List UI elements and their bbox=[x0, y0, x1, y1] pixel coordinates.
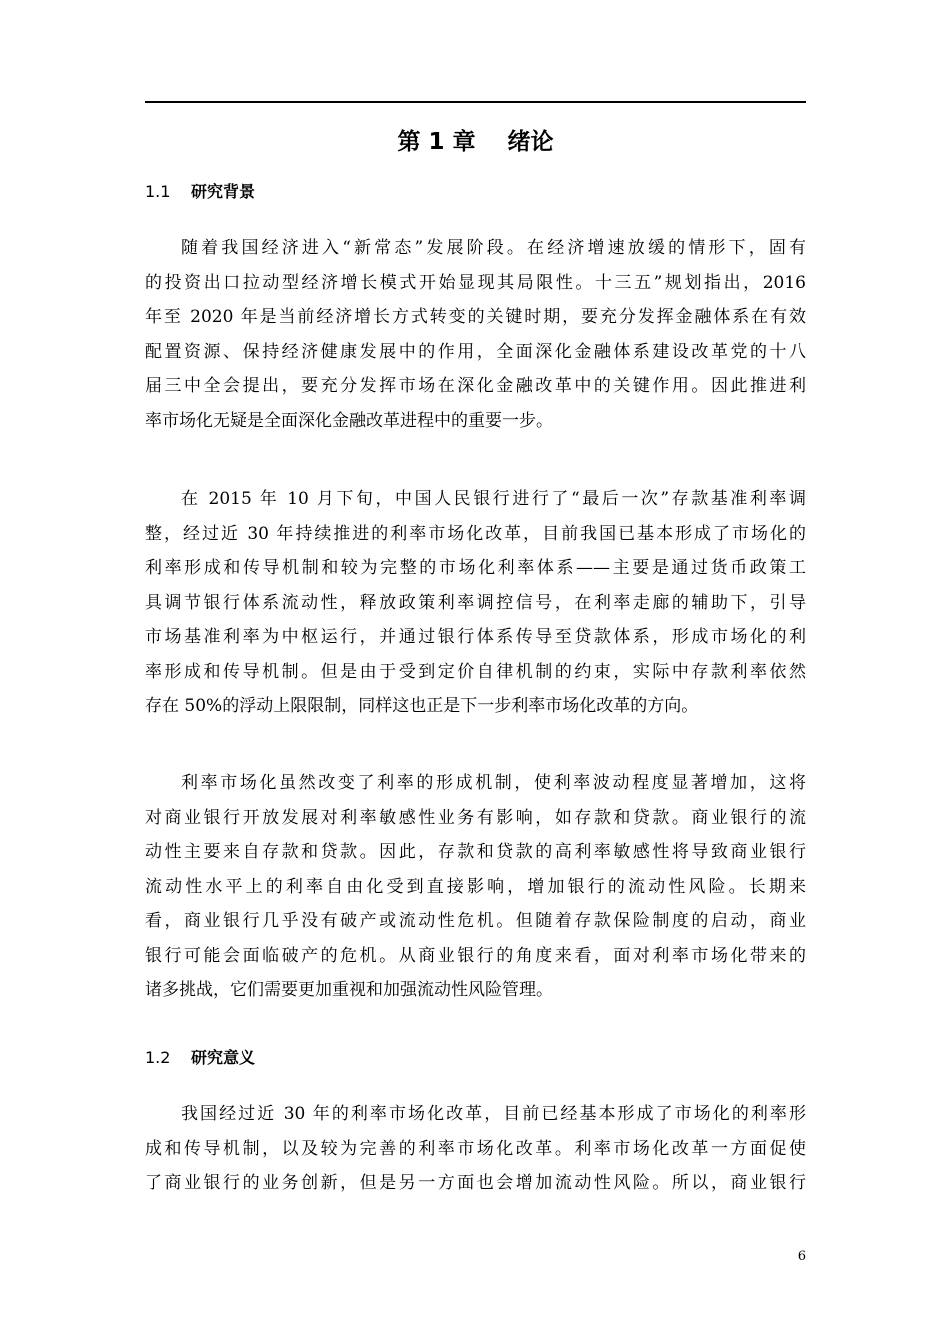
text-line: 利率形成和传导机制和较为完整的市场化利率体系——主要是通过货币政策工 bbox=[145, 558, 806, 578]
text-line: 流动性水平上的利率自由化受到直接影响，增加银行的流动性风险。长期来 bbox=[145, 876, 806, 897]
text-line: 对商业银行开放发展对利率敏感性业务有影响，如存款和贷款。商业银行的流 bbox=[145, 807, 806, 828]
text-line: 看，商业银行几乎没有破产或流动性危机。但随着存款保险制度的启动，商业 bbox=[145, 911, 806, 931]
chapter-title: 第 1 章 绪论 bbox=[397, 129, 554, 155]
text-line: 利率市场化虽然改变了利率的形成机制，使利率波动程度显著增加，这将 bbox=[181, 773, 806, 793]
section-title: 研究背景 bbox=[191, 182, 256, 201]
text-line: 率形成和传导机制。但是由于受到定价自律机制的约束，实际中存款利率依然 bbox=[145, 661, 806, 682]
header-rule bbox=[145, 101, 806, 103]
text-line: 了商业银行的业务创新，但是另一方面也会增加流动性风险。所以，商业银行 bbox=[145, 1173, 806, 1193]
text-line: 年至 2020 年是当前经济增长方式转变的关键时期，要充分发挥金融体系在有效 bbox=[145, 307, 806, 327]
text-line: 诸多挑战，它们需要更加重视和加强流动性风险管理。 bbox=[145, 980, 553, 1000]
text-line: 率市场化无疑是全面深化金融改革进程中的重要一步。 bbox=[145, 410, 553, 431]
section-heading-1-2 bbox=[145, 1047, 255, 1069]
paragraph-background-2 bbox=[145, 482, 806, 724]
page-number: 6 bbox=[797, 1249, 806, 1264]
section-heading-1-1 bbox=[145, 181, 255, 203]
text-line: 存在 50%的浮动上限限制，同样这也正是下一步利率市场化改革的方向。 bbox=[145, 696, 699, 716]
section-title: 研究意义 bbox=[191, 1048, 256, 1067]
paragraph-background-1 bbox=[145, 231, 806, 438]
paragraph-significance-1 bbox=[145, 1097, 806, 1201]
text-line: 届三中全会提出，要充分发挥市场在深化金融改革中的关键作用。因此推进利 bbox=[145, 376, 806, 396]
text-line: 具调节银行体系流动性，释放政策利率调控信号，在利率走廊的辅助下，引导 bbox=[145, 592, 806, 613]
section-number: 1.2 bbox=[145, 1048, 171, 1067]
text-line: 配置资源、保持经济健康发展中的作用，全面深化金融体系建设改革党的十八 bbox=[145, 341, 806, 362]
text-line: 动性主要来自存款和贷款。因此，存款和贷款的高利率敏感性将导致商业银行 bbox=[145, 842, 806, 862]
text-line: 市场基准利率为中枢运行，并通过银行体系传导至贷款体系，形成市场化的利 bbox=[145, 627, 806, 647]
text-line: 成和传导机制，以及较为完善的利率市场化改革。利率市场化改革一方面促使 bbox=[145, 1138, 806, 1159]
text-line: 我国经过近 30 年的利率市场化改革，目前已经基本形成了市场化的利率形 bbox=[181, 1104, 806, 1124]
text-line: 银行可能会面临破产的危机。从商业银行的角度来看，面对利率市场化带来的 bbox=[145, 945, 806, 966]
text-line: 整，经过近 30 年持续推进的利率市场化改革，目前我国已基本形成了市场化的 bbox=[145, 523, 806, 544]
section-number: 1.1 bbox=[145, 182, 171, 201]
paragraph-background-3 bbox=[145, 766, 806, 1008]
text-line: 随着我国经济进入“新常态”发展阶段。在经济增速放缓的情形下，固有 bbox=[181, 238, 806, 258]
text-line: 在 2015 年 10 月下旬，中国人民银行进行了“最后一次”存款基准利率调 bbox=[181, 489, 806, 509]
text-line: 的投资出口拉动型经济增长模式开始显现其局限性。十三五”规划指出，2016 bbox=[145, 272, 806, 293]
